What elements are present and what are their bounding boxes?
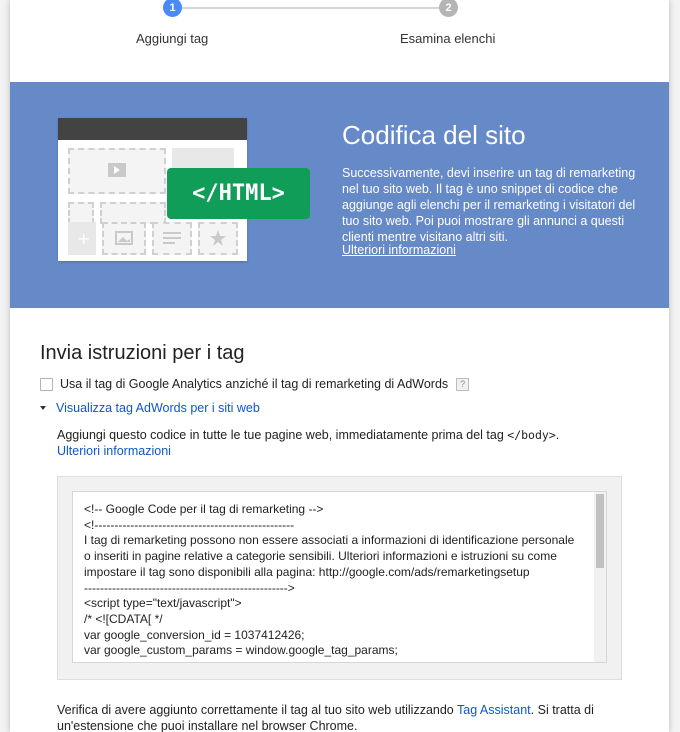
text-placeholder-icon [152,222,192,255]
plus-placeholder-icon [68,222,96,255]
banner-learn-more-link[interactable]: Ulteriori informazioni [342,243,456,257]
svg-text:+: + [77,229,91,248]
code-snippet-container [57,476,622,680]
code-snippet-textarea[interactable] [72,491,607,663]
banner-description: Successivamente, devi inserire un tag di remarketing nel tuo sito web. Il tag è uno snippet di codice che aggiunge agli elenchi per il remarketing i visitatori del tuo sito web. Poi puoi mostrare gli annunci a questi clienti mentre visitano altri siti. [342,166,636,244]
show-adwords-tag-toggle[interactable] [40,401,260,415]
ga-tag-option[interactable] [40,376,469,392]
ga-tag-checkbox[interactable] [40,378,53,391]
verify-suffix: . Si tratta di un'estensione che puoi installare nel browser Chrome. [57,703,594,732]
stepper [10,0,669,82]
block-placeholder [68,202,94,224]
stepper-line [182,7,450,9]
show-adwords-tag-link[interactable]: Visualizza tag AdWords per i siti web [56,401,260,415]
video-placeholder-icon [68,148,166,194]
verify-prefix: Verifica di avere aggiunto correttamente il tag al tuo sito web utilizzando [57,703,457,717]
code-scrollbar[interactable] [594,492,606,662]
instruction-prefix: Aggiungi questo codice in tutte le tue pagine web, immediatamente prima del tag [57,428,508,442]
block-placeholder [172,148,234,170]
tag-instructions-section [10,308,669,732]
instruction-suffix: . [555,428,560,442]
star-placeholder-icon [198,222,238,255]
step-1-label: Aggiungi tag [136,31,209,46]
setup-dialog [10,0,669,732]
section-title: Invia istruzioni per i tag [40,342,245,364]
site-code-banner [10,82,669,308]
tag-assistant-link[interactable]: Tag Assistant [457,703,531,717]
html-illustration [58,118,310,268]
instruction-learn-more-link[interactable]: Ulteriori informazioni [57,444,171,458]
html-code-badge: </HTML> [167,168,310,219]
image-placeholder-icon [102,222,146,255]
step-1-indicator: 1 [163,0,182,17]
expand-triangle-icon[interactable] [40,406,46,410]
step-2-indicator[interactable]: 2 [439,0,458,17]
code-snippet-text[interactable]: <!-- Google Code per il tag di remarketing --> <!-------------------------------------------------- I tag di remarketing possono non essere associati a informazioni di identificazione personale o inseriti in pagine relative a categorie sensibili. Ulteriori informazioni e istruzioni su come impostare il tag sono disponibili alla pagina: http://google.com/ads/remarketingsetup ---------------------------------------------------> <script type="text/javascript"> /* <![CDATA[ */ var google_conversion_id = 1037412426; var google_custom_params = window.google_tag_params; [84,502,575,658]
code-scrollbar-thumb[interactable] [596,494,604,568]
banner-title: Codifica del sito [342,120,526,150]
step-2-label[interactable]: Esamina elenchi [400,31,496,46]
background-page-right [668,0,680,732]
help-icon[interactable]: ? [456,378,469,391]
block-placeholder [100,202,166,224]
body-tag-code: </body> [507,428,556,442]
instruction-text [57,427,617,459]
verify-text [57,702,637,732]
ga-tag-checkbox-label[interactable]: Usa il tag di Google Analytics anziché il tag di remarketing di AdWords [60,377,449,391]
browser-title-bar [58,118,247,140]
